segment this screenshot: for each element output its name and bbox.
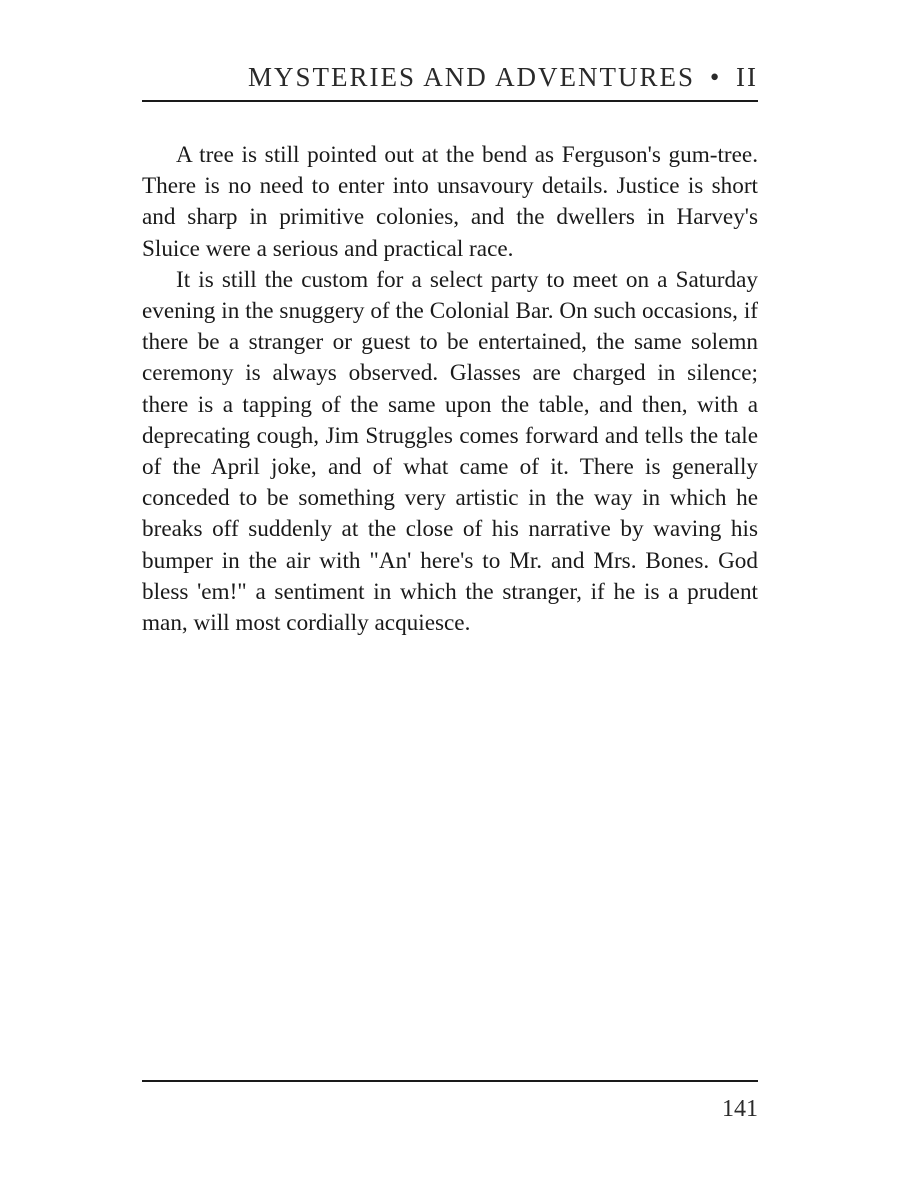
header-bullet: • bbox=[709, 62, 722, 92]
paragraph-1: A tree is still pointed out at the bend as Ferguson's gum-tree. There is no need to enter into unsavoury details. Justice is short and sharp in primitive colonies, and the dwellers in Harvey's Sluice were a serious and practical race. bbox=[142, 142, 758, 262]
body-text bbox=[142, 140, 758, 639]
header-rule bbox=[142, 100, 758, 102]
footer-rule bbox=[142, 1080, 758, 1082]
paragraph-2: It is still the custom for a select party to meet on a Saturday evening in the snuggery of the Colonial Bar. On such occasions, if there be a stranger or guest to be entertained, the same solemn ceremony is always observed. Glasses are charged in silence; there is a tapping of the same upon the table, and then, with a deprecating cough, Jim Struggles comes forward and tells the tale of the April joke, and of what came of it. There is generally conceded to be something very artistic in the way in which he breaks off suddenly at the close of his narrative by waving his bumper in the air with "An' here's to Mr. and Mrs. Bones. God bless 'em!" a sentiment in which the stranger, if he is a prudent man, will most cordially acquiesce. bbox=[142, 266, 758, 637]
running-header bbox=[142, 62, 758, 93]
page-number: 141 bbox=[722, 1096, 758, 1122]
running-title: MYSTERIES AND ADVENTURES bbox=[248, 62, 696, 92]
volume-number: II bbox=[736, 62, 758, 92]
